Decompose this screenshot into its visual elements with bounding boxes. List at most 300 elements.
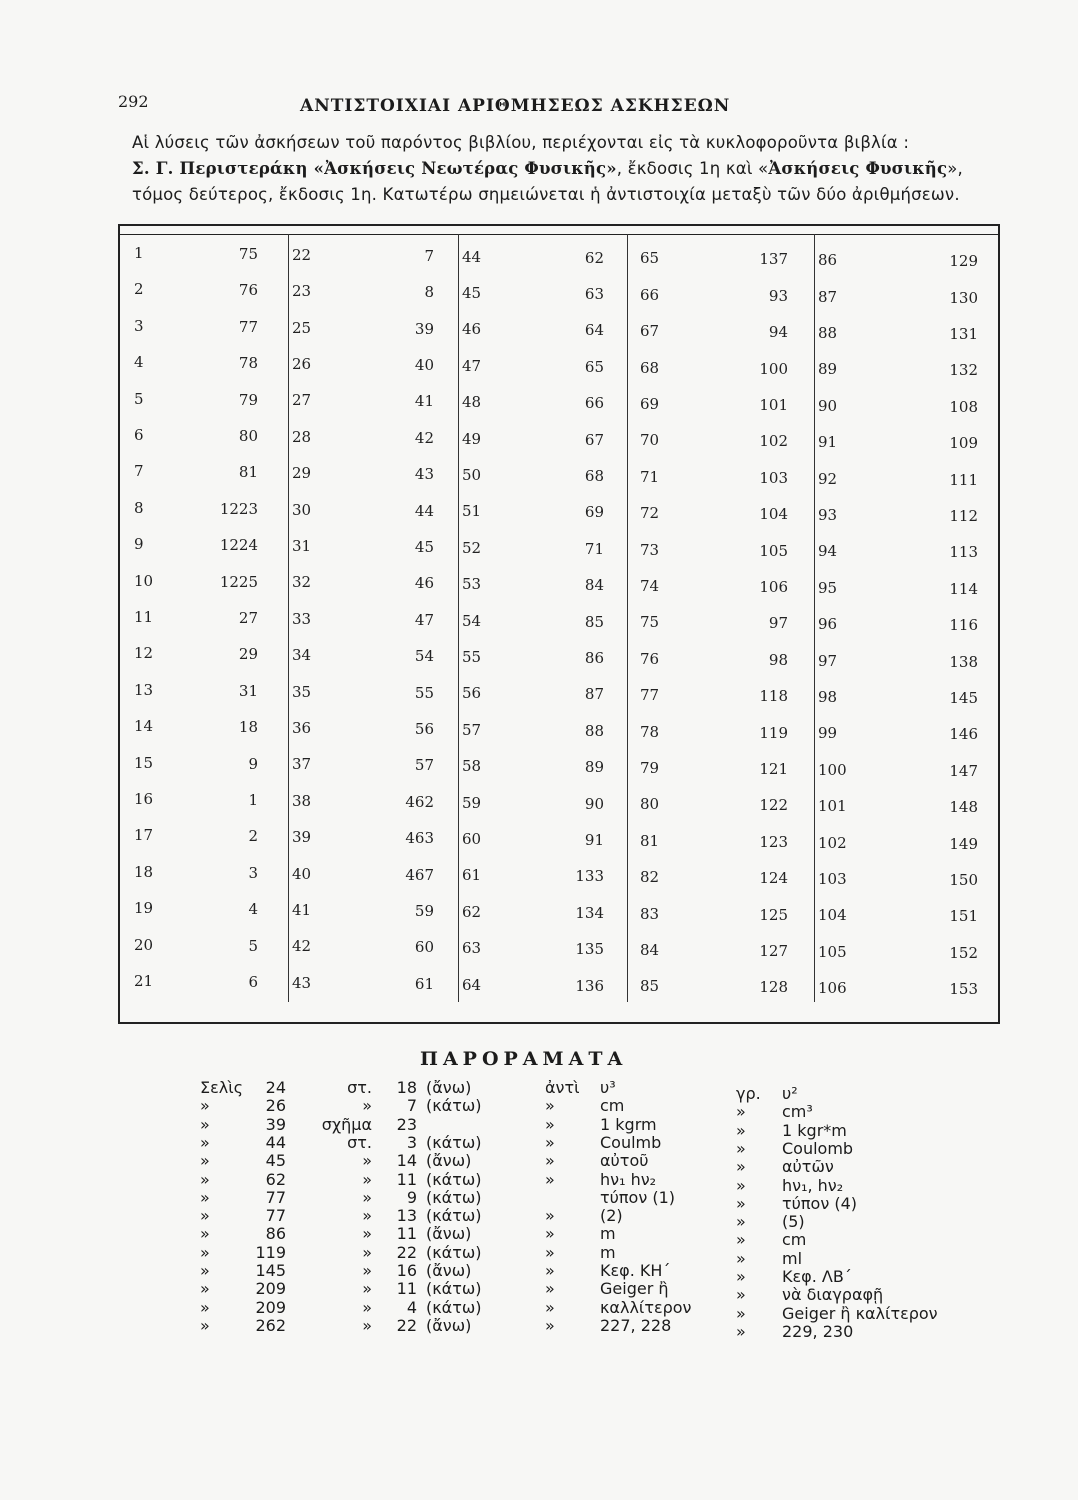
book-reference: Σ. Γ. Περιστεράκη «Ἀσκήσεις Νεωτέρας Φυσικῆς» xyxy=(132,159,617,178)
table-cell: 85 xyxy=(584,612,604,631)
errata-right: hν₁, hν₂ xyxy=(782,1175,844,1195)
table-cell: 113 xyxy=(949,543,978,562)
errata-wrong: cm xyxy=(600,1096,625,1116)
errata-page: 44 xyxy=(265,1132,286,1152)
table-cell: 61 xyxy=(462,866,482,885)
errata-line: 3 xyxy=(406,1132,417,1152)
table-cell: 93 xyxy=(768,286,788,305)
table-cell: 100 xyxy=(818,760,847,779)
table-cell: 121 xyxy=(759,759,788,778)
table-cell: 64 xyxy=(584,321,604,340)
table-cell: 81 xyxy=(640,831,660,850)
table-cell: 1223 xyxy=(219,499,258,518)
errata-line: 13 xyxy=(396,1206,417,1226)
table-cell: 118 xyxy=(759,687,788,706)
table-cell: 18 xyxy=(134,862,154,881)
errata-p-label: » xyxy=(200,1242,210,1262)
errata-page: 24 xyxy=(265,1078,286,1097)
table-cell: 40 xyxy=(414,355,434,374)
errata-wrong: Coulmb xyxy=(600,1132,662,1152)
table-cell: 128 xyxy=(759,978,788,997)
errata-right: νὰ διαγραφῇ xyxy=(782,1285,884,1305)
table-cell: 29 xyxy=(238,645,258,664)
errata-gr: » xyxy=(736,1193,746,1213)
table-cell: 3 xyxy=(134,316,144,335)
table-cell: 53 xyxy=(462,575,482,594)
table-cell: 97 xyxy=(818,651,838,670)
table-cell: 122 xyxy=(759,796,788,815)
errata-anti: » xyxy=(545,1297,555,1317)
errata-row xyxy=(0,1078,1078,1103)
table-cell: 5 xyxy=(134,389,144,408)
errata-anti: » xyxy=(545,1242,555,1262)
errata-right: cm³ xyxy=(782,1102,813,1122)
errata-l-label: » xyxy=(362,1187,372,1207)
errata-p-label: » xyxy=(200,1187,210,1207)
errata-wrong: (2) xyxy=(600,1206,623,1226)
errata-wrong: m xyxy=(600,1224,616,1244)
table-cell: 36 xyxy=(292,719,312,737)
table-cell: 42 xyxy=(292,937,312,956)
table-cell: 111 xyxy=(949,470,978,489)
table-cell: 89 xyxy=(818,360,838,379)
table-cell: 39 xyxy=(292,828,312,847)
table-cell: 100 xyxy=(759,359,788,378)
errata-gr: » xyxy=(736,1230,746,1250)
table-cell: 129 xyxy=(949,252,978,271)
table-cell: 27 xyxy=(238,608,258,627)
table-cell: 2 xyxy=(134,280,144,299)
errata-l-label: » xyxy=(362,1151,372,1171)
table-cell: 79 xyxy=(640,759,660,777)
errata-page: 209 xyxy=(255,1297,286,1317)
table-cell: 69 xyxy=(584,503,604,522)
table-cell: 103 xyxy=(759,468,788,487)
table-cell: 37 xyxy=(292,755,312,774)
table-cell: 3 xyxy=(248,863,258,882)
table-cell: 69 xyxy=(640,395,660,413)
errata-right: Coulomb xyxy=(782,1138,854,1158)
table-cell: 123 xyxy=(759,832,788,851)
table-cell: 68 xyxy=(584,466,604,485)
table-cell: 150 xyxy=(949,870,978,889)
table-cell: 70 xyxy=(640,431,660,450)
errata-p-label: Σελὶς xyxy=(200,1078,244,1097)
table-cell: 64 xyxy=(462,975,482,994)
table-cell: 95 xyxy=(818,578,838,597)
table-cell: 46 xyxy=(414,574,434,593)
errata-line: 4 xyxy=(406,1297,417,1317)
intro-fragment: , ἔκδοσις 1η καὶ « xyxy=(616,159,769,178)
errata-p-label: » xyxy=(200,1297,210,1317)
table-cell: 93 xyxy=(818,506,838,524)
errata-wrong: m xyxy=(600,1242,616,1262)
table-cell: 17 xyxy=(134,826,154,845)
table-cell: 42 xyxy=(414,428,434,447)
intro-line: τόμος δεύτερος, ἔκδοσις 1η. Κατωτέρω σημειώνεται ἡ ἀντιστοιχία μεταξὺ τῶν δύο ἀριθμήσεων. xyxy=(132,185,960,204)
errata-gr: » xyxy=(736,1175,746,1195)
errata-pos: (κάτω) xyxy=(426,1279,482,1299)
errata-wrong: hν₁ hν₂ xyxy=(600,1169,657,1189)
errata-row xyxy=(0,1096,1078,1122)
table-cell: 92 xyxy=(818,469,838,488)
table-cell: 62 xyxy=(462,902,482,921)
table-cell: 45 xyxy=(414,537,434,556)
errata-gr: » xyxy=(736,1120,746,1140)
table-cell: 149 xyxy=(949,834,978,853)
table-cell: 467 xyxy=(405,865,434,884)
table-cell: 35 xyxy=(292,682,312,701)
table-cell: 153 xyxy=(949,980,978,999)
table-cell: 76 xyxy=(238,281,258,300)
table-cell: 74 xyxy=(640,577,660,595)
table-cell: 133 xyxy=(575,867,604,886)
table-cell: 57 xyxy=(414,756,434,775)
table-cell: 47 xyxy=(414,610,434,629)
table-cell: 99 xyxy=(818,724,838,743)
errata-right: αὐτῶν xyxy=(782,1157,834,1177)
errata-pos: (ἄνω) xyxy=(426,1261,472,1280)
table-cell: 26 xyxy=(292,355,312,373)
errata-l-label: » xyxy=(362,1169,372,1189)
table-cell: 78 xyxy=(640,722,660,741)
table-cell: 27 xyxy=(292,391,312,410)
errata-page: 119 xyxy=(255,1242,286,1262)
errata-pos: (κάτω) xyxy=(426,1297,482,1317)
table-cell: 60 xyxy=(462,830,482,848)
table-cell: 1224 xyxy=(219,536,258,555)
errata-gr: γρ. xyxy=(736,1084,761,1103)
table-cell: 55 xyxy=(414,683,434,702)
table-cell: 44 xyxy=(462,247,482,266)
table-cell: 6 xyxy=(134,426,144,444)
errata-pos: (κάτω) xyxy=(426,1206,482,1226)
errata-right: ml xyxy=(782,1248,803,1268)
errata-pos: (ἄνω) xyxy=(426,1315,472,1335)
table-cell: 65 xyxy=(640,249,660,268)
errata-anti: » xyxy=(545,1169,555,1189)
errata-row xyxy=(0,1261,1078,1286)
table-cell: 57 xyxy=(462,720,482,739)
table-cell: 101 xyxy=(759,395,788,414)
table-cell: 60 xyxy=(414,938,434,957)
intro-fragment: », xyxy=(947,159,963,178)
errata-row xyxy=(0,1151,1078,1177)
errata-l-label: » xyxy=(362,1297,372,1317)
table-cell: 72 xyxy=(640,504,660,523)
table-cell: 19 xyxy=(134,899,154,918)
errata-page: 77 xyxy=(265,1206,286,1226)
table-cell: 85 xyxy=(640,977,660,996)
errata-p-label: » xyxy=(200,1279,210,1299)
book-reference: Ἀσκήσεις Φυσικῆς xyxy=(768,159,948,178)
errata-line: 11 xyxy=(396,1169,417,1189)
table-cell: 15 xyxy=(134,753,154,772)
errata-right: τύπον (4) xyxy=(782,1193,857,1213)
table-cell: 135 xyxy=(575,940,604,959)
table-cell: 2 xyxy=(248,827,258,846)
table-cell: 66 xyxy=(640,285,660,304)
table-top-rule xyxy=(120,234,998,235)
errata-line: 11 xyxy=(396,1224,417,1244)
table-cell: 5 xyxy=(248,936,258,955)
table-cell: 130 xyxy=(949,288,978,307)
errata-l-label: » xyxy=(362,1096,372,1116)
errata-pos: (κάτω) xyxy=(426,1187,482,1207)
errata-right: cm xyxy=(782,1230,807,1250)
table-cell: 83 xyxy=(640,904,660,923)
table-cell: 4 xyxy=(134,353,144,372)
table-cell: 71 xyxy=(640,467,660,486)
column-divider xyxy=(627,234,628,1002)
table-cell: 84 xyxy=(640,941,660,959)
table-cell: 34 xyxy=(292,646,312,665)
table-cell: 58 xyxy=(462,757,482,776)
table-cell: 79 xyxy=(238,390,258,409)
table-cell: 86 xyxy=(818,251,838,270)
errata-anti: » xyxy=(545,1261,555,1280)
table-cell: 91 xyxy=(584,830,604,849)
table-cell: 7 xyxy=(424,246,434,265)
errata-page: 39 xyxy=(265,1114,286,1134)
errata-l-label: » xyxy=(362,1242,372,1262)
table-cell: 7 xyxy=(134,462,144,481)
column-divider xyxy=(288,234,289,1002)
errata-page: 26 xyxy=(265,1096,286,1116)
table-cell: 43 xyxy=(414,465,434,484)
errata-page: 77 xyxy=(265,1187,286,1207)
errata-l-label: στ. xyxy=(347,1132,372,1152)
errata-row xyxy=(0,1315,1078,1341)
table-cell: 84 xyxy=(584,576,604,595)
table-cell: 52 xyxy=(462,538,482,557)
errata-p-label: » xyxy=(200,1315,210,1335)
table-cell: 116 xyxy=(949,616,978,635)
table-cell: 31 xyxy=(238,681,258,700)
table-cell: 40 xyxy=(292,864,312,883)
table-cell: 31 xyxy=(292,537,312,555)
table-cell: 104 xyxy=(759,505,788,524)
errata-anti: » xyxy=(545,1114,555,1134)
errata-line: 7 xyxy=(406,1096,417,1116)
errata-p-label: » xyxy=(200,1261,210,1280)
errata-row xyxy=(0,1206,1078,1232)
table-cell: 1 xyxy=(248,790,258,809)
errata-p-label: » xyxy=(200,1096,210,1116)
errata-line: 16 xyxy=(396,1261,417,1280)
errata-l-label: » xyxy=(362,1206,372,1226)
errata-anti: » xyxy=(545,1224,555,1244)
errata-p-label: » xyxy=(200,1169,210,1189)
table-cell: 77 xyxy=(640,686,660,705)
table-cell: 89 xyxy=(584,758,604,777)
errata-row xyxy=(0,1187,1078,1213)
table-cell: 87 xyxy=(818,287,838,306)
table-cell: 104 xyxy=(818,906,847,925)
table-cell: 75 xyxy=(640,613,660,632)
errata-pos: (ἄνω) xyxy=(426,1078,472,1097)
errata-gr: » xyxy=(736,1248,746,1268)
table-cell: 119 xyxy=(759,723,788,742)
table-cell: 106 xyxy=(759,577,788,596)
errata-anti: » xyxy=(545,1151,555,1171)
errata-title: ΠΑΡΟΡΑΜΑΤΑ xyxy=(420,1048,628,1070)
errata-pos: (κάτω) xyxy=(426,1096,482,1116)
errata-gr: » xyxy=(736,1321,746,1341)
errata-pos: (κάτω) xyxy=(426,1169,482,1189)
errata-right: υ² xyxy=(782,1084,798,1103)
errata-l-label: σχῆμα xyxy=(321,1114,372,1134)
table-cell: 30 xyxy=(292,500,312,519)
errata-gr: » xyxy=(736,1285,746,1305)
table-cell: 145 xyxy=(949,688,978,707)
errata-gr: » xyxy=(736,1303,746,1323)
table-cell: 96 xyxy=(818,615,838,634)
table-cell: 146 xyxy=(949,725,978,744)
table-cell: 61 xyxy=(414,974,434,993)
table-cell: 43 xyxy=(292,973,312,992)
page-number: 292 xyxy=(118,92,149,111)
table-cell: 55 xyxy=(462,648,482,666)
intro-paragraph xyxy=(132,130,1002,208)
errata-wrong: υ³ xyxy=(600,1078,616,1097)
table-cell: 147 xyxy=(949,761,978,780)
errata-wrong: αὐτοῦ xyxy=(600,1151,649,1171)
table-cell: 38 xyxy=(292,791,312,810)
table-cell: 134 xyxy=(575,903,604,922)
table-cell: 45 xyxy=(462,284,482,302)
table-cell: 97 xyxy=(768,614,788,633)
errata-line: 14 xyxy=(396,1151,417,1171)
table-cell: 6 xyxy=(248,972,258,991)
errata-page: 45 xyxy=(265,1151,286,1171)
errata-p-label: » xyxy=(200,1224,210,1244)
table-cell: 56 xyxy=(414,719,434,738)
correspondence-table xyxy=(118,224,1000,1024)
table-cell: 14 xyxy=(134,717,154,736)
table-cell: 25 xyxy=(292,318,312,337)
table-cell: 80 xyxy=(640,795,660,814)
column-divider xyxy=(814,234,815,1002)
table-cell: 28 xyxy=(292,427,312,446)
table-cell: 29 xyxy=(292,464,312,483)
errata-anti: » xyxy=(545,1096,555,1116)
table-cell: 86 xyxy=(584,648,604,667)
table-cell: 101 xyxy=(818,797,847,816)
errata-anti: » xyxy=(545,1132,555,1152)
table-cell: 65 xyxy=(584,357,604,376)
errata-pos: (κάτω) xyxy=(426,1132,482,1152)
table-cell: 1 xyxy=(134,244,144,262)
table-cell: 56 xyxy=(462,684,482,703)
errata-l-label: » xyxy=(362,1261,372,1280)
errata-l-label: » xyxy=(362,1279,372,1299)
table-cell: 98 xyxy=(818,688,838,706)
table-cell: 148 xyxy=(949,798,978,817)
table-cell: 88 xyxy=(818,324,838,342)
table-cell: 127 xyxy=(759,941,788,960)
errata-right: Κεφ. ΛΒ΄ xyxy=(782,1267,852,1286)
table-cell: 54 xyxy=(462,611,482,630)
table-cell: 41 xyxy=(414,392,434,411)
table-cell: 80 xyxy=(238,426,258,445)
table-cell: 67 xyxy=(640,322,660,341)
table-cell: 16 xyxy=(134,790,154,808)
table-cell: 20 xyxy=(134,935,154,954)
errata-gr: » xyxy=(736,1138,746,1158)
errata-anti: » xyxy=(545,1279,555,1299)
table-cell: 59 xyxy=(462,793,482,812)
table-cell: 67 xyxy=(584,430,604,449)
errata-wrong: καλλίτερον xyxy=(600,1297,692,1317)
table-cell: 48 xyxy=(462,393,482,412)
errata-wrong: Geiger ἢ xyxy=(600,1279,669,1299)
table-cell: 82 xyxy=(640,868,660,887)
table-cell: 9 xyxy=(134,535,144,554)
table-cell: 94 xyxy=(768,323,788,342)
table-cell: 125 xyxy=(759,905,788,924)
table-cell: 77 xyxy=(238,317,258,336)
table-cell: 103 xyxy=(818,870,847,888)
table-cell: 51 xyxy=(462,502,482,521)
errata-row xyxy=(0,1297,1078,1323)
errata-line: 23 xyxy=(396,1114,417,1134)
table-cell: 463 xyxy=(405,829,434,848)
errata-row xyxy=(0,1114,1078,1140)
errata-right: 229, 230 xyxy=(782,1321,854,1341)
table-cell: 59 xyxy=(414,901,434,920)
table-cell: 54 xyxy=(414,647,434,666)
errata-gr: » xyxy=(736,1157,746,1177)
table-cell: 63 xyxy=(462,939,482,958)
table-cell: 132 xyxy=(949,361,978,380)
table-cell: 39 xyxy=(414,319,434,338)
table-cell: 109 xyxy=(949,434,978,453)
errata-line: 9 xyxy=(406,1187,417,1207)
table-cell: 18 xyxy=(238,718,258,737)
table-cell: 112 xyxy=(949,506,978,525)
errata-gr: » xyxy=(736,1267,746,1286)
table-cell: 41 xyxy=(292,901,312,919)
table-cell: 33 xyxy=(292,609,312,628)
table-cell: 71 xyxy=(584,539,604,558)
table-cell: 12 xyxy=(134,644,154,663)
errata-p-label: » xyxy=(200,1151,210,1171)
table-cell: 131 xyxy=(949,324,978,343)
errata-p-label: » xyxy=(200,1114,210,1134)
errata-gr: » xyxy=(736,1102,746,1122)
table-cell: 81 xyxy=(238,463,258,482)
errata-l-label: » xyxy=(362,1224,372,1244)
intro-line: Αἱ λύσεις τῶν ἀσκήσεων τοῦ παρόντος βιβλίου, περιέχονται εἰς τὰ κυκλοφοροῦντα βιβλία : xyxy=(132,133,910,152)
table-cell: 10 xyxy=(134,571,154,590)
errata-line: 22 xyxy=(396,1242,417,1262)
errata-line: 22 xyxy=(396,1315,417,1335)
table-cell: 50 xyxy=(462,466,482,484)
table-cell: 76 xyxy=(640,649,660,668)
errata-row xyxy=(0,1224,1078,1250)
errata-line: 18 xyxy=(396,1078,417,1097)
table-cell: 102 xyxy=(759,432,788,451)
errata-row xyxy=(0,1242,1078,1268)
errata-row xyxy=(0,1132,1078,1158)
errata-pos: (ἄνω) xyxy=(426,1224,472,1244)
errata-right: (5) xyxy=(782,1212,805,1232)
table-cell: 138 xyxy=(949,652,978,671)
table-cell: 124 xyxy=(759,869,788,888)
table-cell: 114 xyxy=(949,579,978,598)
errata-page: 86 xyxy=(265,1224,286,1244)
